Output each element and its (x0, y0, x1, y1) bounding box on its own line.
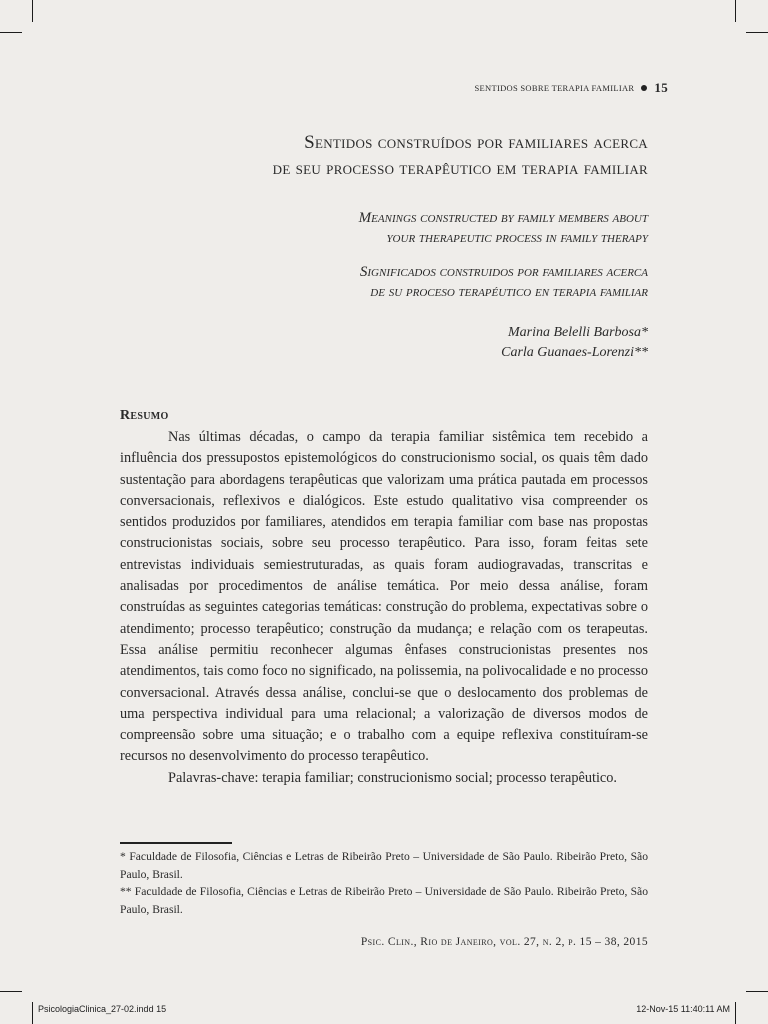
crop-mark-bottom-left-vertical (32, 1002, 33, 1024)
page-number: 15 (654, 80, 668, 95)
crop-mark-top-left-horizontal (0, 32, 22, 33)
bullet-icon (641, 85, 647, 91)
title-portuguese (88, 130, 648, 182)
footnote-divider (120, 842, 232, 844)
slug-filename: PsicologiaClinica_27-02.indd 15 (38, 1004, 167, 1014)
author-name: Carla Guanaes-Lorenzi** (501, 345, 648, 360)
crop-mark-bottom-left-horizontal (0, 991, 22, 992)
abstract-paragraph: Nas últimas décadas, o campo da terapia familiar sistêmica tem recebido a influência dos pressupostos epistemológicos do construcionismo social, os quais têm dado sustentação para abordagens terapêuticas que valorizam uma prática pautada em processos conversacionais, reflexivos e dialógicos. Este estudo qualitativo visa compreender os sentidos produzidos por familiares, atendidos em terapia familiar com base nas propostas construcionistas sociais, sobre seu processo terapêutico. Para isso, foram feitas sete entrevistas individuais semiestruturadas, as quais foram audiogravadas, transcritas e analisadas por procedimentos de análise temática. Por meio dessa análise, foram construídas as seguintes categorias temáticas: construção do problema, expectativas sobre o atendimento; processo terapêutico; construção da mudança; e relação com os terapeutas. Essa análise permitiu reconhecer algumas ênfases construcionistas presentes nos atendimentos, tais como foco no significado, na polissemia, na polivocalidade e no processo conversacional. Através dessa análise, conclui-se que o deslocamento dos problemas de uma perspectiva individual para uma relacional; a valorização de diversos modos de compreensão sobre uma situação; e o trabalho com a equipe reflexiva constituíram-se recursos no desenvolvimento do processo terapêutico. (120, 429, 648, 765)
abstract-body (120, 427, 648, 789)
title-line: Sentidos construídos por familiares acerca (304, 132, 648, 153)
title-spanish (88, 262, 648, 302)
crop-mark-top-left-vertical (32, 0, 33, 22)
abstract-keywords: Palavras-chave: terapia familiar; construcionismo social; processo terapêutico. (168, 769, 617, 786)
crop-mark-bottom-right-vertical (735, 1002, 736, 1024)
author-name: Marina Belelli Barbosa* (508, 325, 648, 340)
footnotes (120, 848, 648, 918)
journal-citation: Psic. Clin., Rio de Janeiro, vol. 27, n. 2, p. 15 – 38, 2015 (360, 936, 648, 948)
running-header (475, 80, 669, 96)
title-line: Meanings constructed by family members about (358, 210, 648, 226)
title-line: de su proceso terapéutico en terapia familiar (370, 284, 648, 300)
abstract-heading: Resumo (120, 408, 169, 423)
footnote: * Faculdade de Filosofia, Ciências e Letras de Ribeirão Preto – Universidade de São Paulo. Ribeirão Preto, São Paulo, Brasil. (120, 850, 648, 881)
slug-timestamp: 12-Nov-15 11:40:11 AM (636, 1004, 730, 1014)
title-english (88, 208, 648, 248)
title-line: Significados construidos por familiares acerca (359, 264, 648, 280)
crop-mark-top-right-vertical (735, 0, 736, 22)
crop-mark-top-right-horizontal (746, 32, 768, 33)
footnote: ** Faculdade de Filosofia, Ciências e Letras de Ribeirão Preto – Universidade de São Paulo. Ribeirão Preto, São Paulo, Brasil. (120, 885, 648, 916)
title-line: de seu processo terapêutico em terapia familiar (272, 158, 648, 179)
title-line: your therapeutic process in family therapy (386, 230, 648, 246)
running-header-text: SENTIDOS SOBRE TERAPIA FAMILIAR (474, 83, 635, 93)
crop-mark-bottom-right-horizontal (746, 991, 768, 992)
author-list (501, 323, 648, 363)
